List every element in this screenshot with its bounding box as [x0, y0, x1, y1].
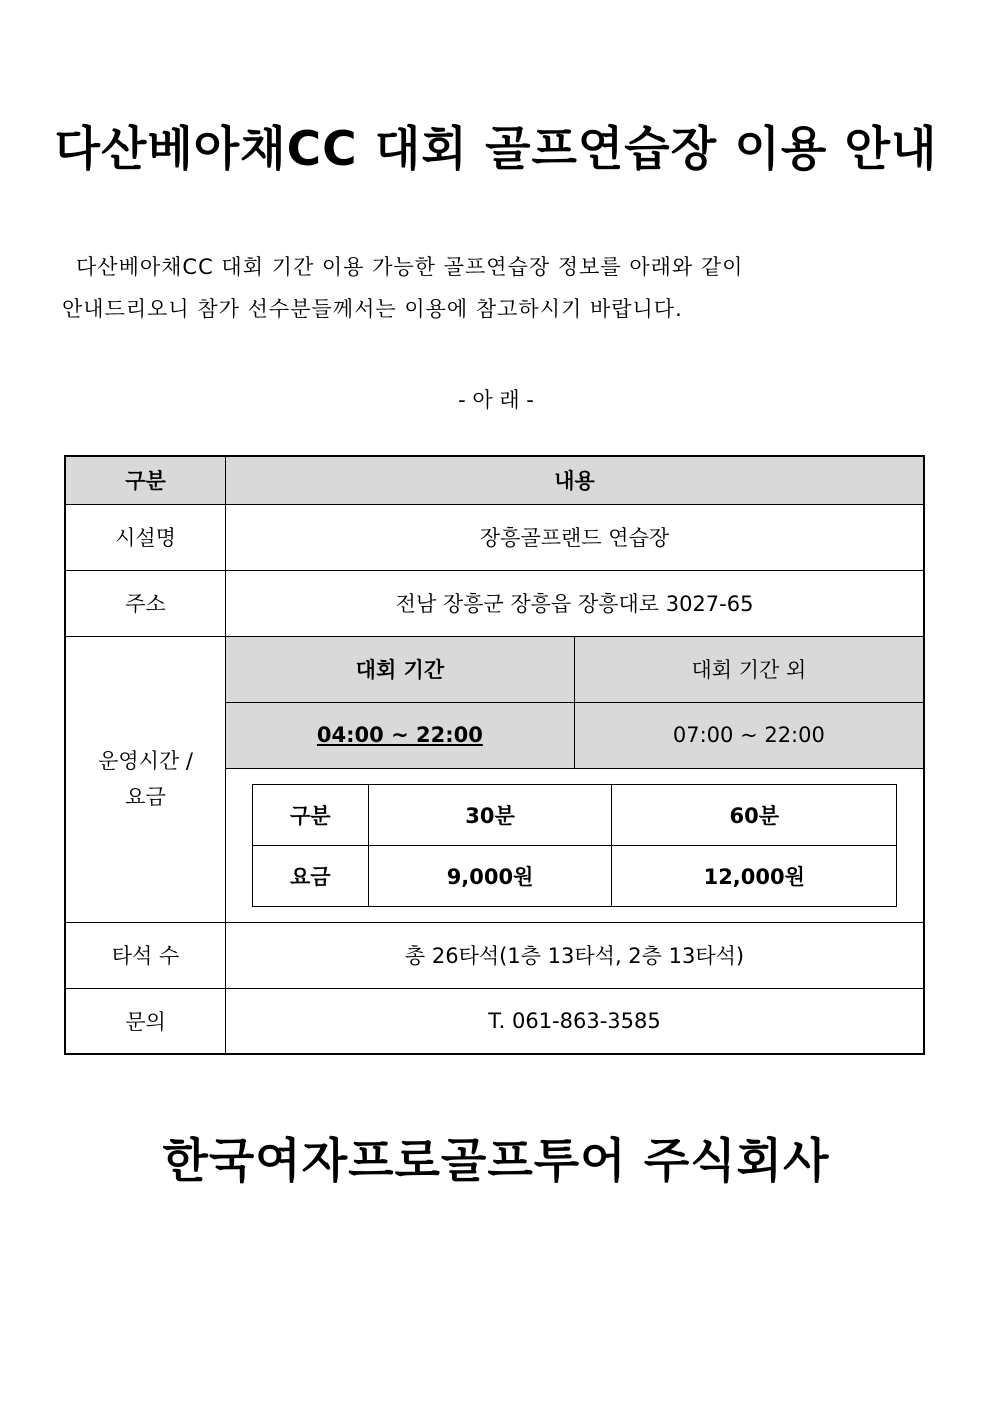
fee-30min-price: 9,000원: [368, 845, 612, 906]
intro-line-1: 다산베아채CC 대회 기간 이용 가능한 골프연습장 정보를 아래와 같이: [76, 255, 744, 279]
table-row: [65, 504, 924, 570]
fee-cell: [226, 768, 924, 922]
contact-value: T. 061-863-3585: [226, 988, 924, 1054]
table-row: [65, 570, 924, 636]
intro-paragraph: [62, 246, 942, 330]
fee-header-row: [253, 784, 897, 845]
page-title: 다산베아채CC 대회 골프연습장 이용 안내: [54, 122, 938, 177]
hours-label: [65, 636, 226, 922]
during-period-time-text: 04:00 ~ 22:00: [316, 723, 483, 747]
table-header-row: [65, 456, 924, 504]
header-content: 내용: [226, 456, 924, 504]
address-label: 주소: [65, 570, 226, 636]
below-marker: - 아 래 -: [458, 388, 534, 412]
outside-period-time: 07:00 ~ 22:00: [574, 702, 924, 768]
facility-label: 시설명: [65, 504, 226, 570]
facility-value: 장흥골프랜드 연습장: [226, 504, 924, 570]
outside-period-label: 대회 기간 외: [574, 636, 924, 702]
address-value: 전남 장흥군 장흥읍 장흥대로 3027-65: [226, 570, 924, 636]
fee-60min-price: 12,000원: [612, 845, 897, 906]
fee-header-category: 구분: [253, 784, 369, 845]
during-period-label: 대회 기간: [226, 636, 575, 702]
hours-label-line-2: 요금: [125, 785, 166, 809]
fee-header-60min: 60분: [612, 784, 897, 845]
table-row: [65, 922, 924, 988]
info-table: [64, 455, 925, 1055]
during-period-time: [226, 702, 575, 768]
fee-table: [252, 784, 897, 907]
intro-line-2: 안내드리오니 참가 선수분들께서는 이용에 참고하시기 바랍니다.: [62, 297, 683, 321]
bays-label: 타석 수: [65, 922, 226, 988]
footer-organization: 한국여자프로골프투어 주식회사: [162, 1134, 830, 1189]
fee-header-30min: 30분: [368, 784, 612, 845]
fee-row: [253, 845, 897, 906]
header-category: 구분: [65, 456, 226, 504]
fee-row-label: 요금: [253, 845, 369, 906]
contact-label: 문의: [65, 988, 226, 1054]
table-row: [65, 988, 924, 1054]
bays-value: 총 26타석(1층 13타석, 2층 13타석): [226, 922, 924, 988]
table-row: [65, 636, 924, 702]
hours-label-line-1: 운영시간 /: [98, 749, 193, 773]
